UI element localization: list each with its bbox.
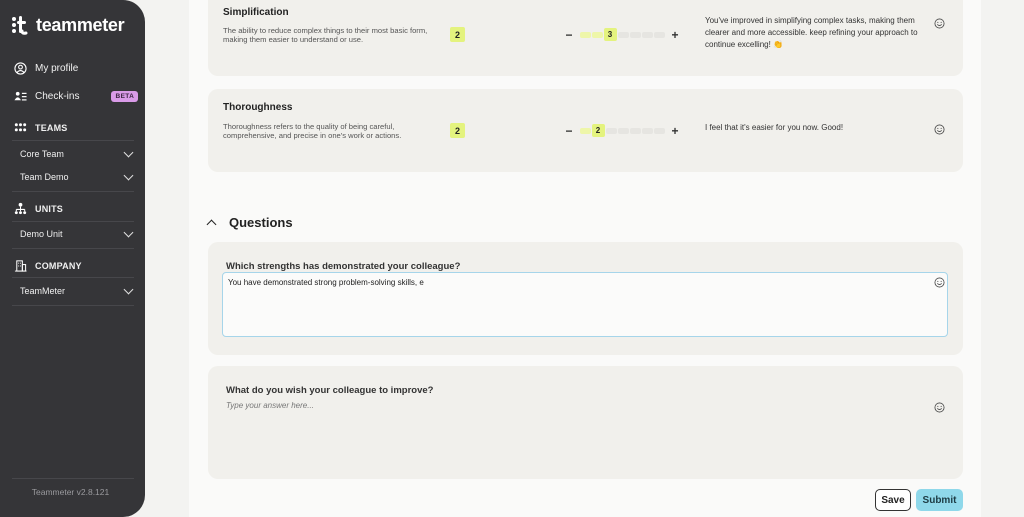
teammeter-logo-icon <box>10 14 30 36</box>
team-item-label: Core Team <box>20 149 64 159</box>
nav-my-profile-label: My profile <box>35 63 79 74</box>
rating-scale[interactable] <box>579 28 665 41</box>
divider <box>12 221 134 222</box>
rating-step[interactable] <box>654 128 665 134</box>
question-card <box>208 242 963 355</box>
emoji-picker-icon[interactable] <box>934 402 945 413</box>
user-circle-icon <box>14 62 27 75</box>
questions-section-header[interactable] <box>208 215 293 230</box>
skill-card-simplification <box>208 0 963 76</box>
chevron-down-icon[interactable] <box>124 284 134 294</box>
rating-step[interactable] <box>642 32 653 38</box>
answer-textarea[interactable]: You have demonstrated strong problem-solving skills, e <box>222 272 948 337</box>
question-label: Which strengths has demonstrated your colleague? <box>226 261 461 272</box>
unit-item-label: Demo Unit <box>20 229 63 239</box>
version-label: Teammeter v2.8.121 <box>31 487 110 497</box>
divider <box>12 478 134 479</box>
section-company <box>14 259 82 272</box>
team-item-core-team[interactable] <box>20 149 132 159</box>
divider <box>12 305 134 306</box>
rating-step[interactable] <box>630 128 641 134</box>
divider <box>12 248 134 249</box>
beta-badge: BETA <box>111 91 138 102</box>
org-chart-icon <box>14 202 27 215</box>
section-units-label: UNITS <box>35 203 63 214</box>
question-label: What do you wish your colleague to improve? <box>226 385 434 396</box>
divider <box>12 191 134 192</box>
answer-textarea[interactable]: Type your answer here... <box>226 401 314 410</box>
rating-scale[interactable] <box>579 124 665 137</box>
skill-description: The ability to reduce complex things to their most basic form, making them easier to understand or use. <box>223 26 428 44</box>
company-item-teammeter[interactable] <box>20 286 132 296</box>
rating-step[interactable] <box>592 32 603 38</box>
rating-stepper[interactable] <box>564 124 680 137</box>
brand-name: teammeter <box>36 14 125 35</box>
increase-button[interactable]: + <box>671 27 679 42</box>
rating-step[interactable] <box>654 32 665 38</box>
skill-card-thoroughness <box>208 89 963 172</box>
rating-step[interactable] <box>580 32 591 38</box>
emoji-picker-icon[interactable] <box>934 18 945 29</box>
user-list-icon <box>14 90 27 103</box>
chevron-down-icon[interactable] <box>124 147 134 157</box>
rating-step[interactable] <box>618 32 629 38</box>
section-units <box>14 202 63 215</box>
emoji-picker-icon[interactable] <box>934 277 945 288</box>
teams-icon <box>14 121 27 134</box>
rating-step[interactable] <box>580 128 591 134</box>
company-item-label: TeamMeter <box>20 286 66 296</box>
feedback-comment[interactable]: You've improved in simplifying complex tasks, making them clearer and more accessible. keep refining your approach to continue excelling! 👏 <box>705 16 918 49</box>
skill-title: Simplification <box>223 7 289 18</box>
emoji-picker-icon[interactable] <box>934 124 945 135</box>
feedback-comment[interactable]: I feel that it's easier for you now. Good! <box>705 123 844 132</box>
save-button[interactable]: Save <box>875 489 911 511</box>
increase-button[interactable]: + <box>671 123 679 138</box>
self-score-badge: 2 <box>450 27 465 42</box>
sidebar <box>0 0 145 517</box>
nav-check-ins[interactable] <box>14 90 138 103</box>
rating-step[interactable] <box>630 32 641 38</box>
decrease-button[interactable]: − <box>565 123 573 138</box>
unit-item-demo-unit[interactable] <box>20 229 132 239</box>
skill-title: Thoroughness <box>223 102 293 113</box>
nav-check-ins-label: Check-ins <box>35 91 80 102</box>
section-teams-label: TEAMS <box>35 122 68 133</box>
submit-button[interactable]: Submit <box>916 489 963 511</box>
nav-my-profile[interactable] <box>14 62 78 75</box>
questions-title: Questions <box>229 215 293 230</box>
section-company-label: COMPANY <box>35 260 82 271</box>
rating-stepper[interactable] <box>564 28 680 41</box>
rating-step[interactable] <box>606 128 617 134</box>
team-item-team-demo[interactable] <box>20 172 132 182</box>
section-teams <box>14 121 68 134</box>
self-score-badge: 2 <box>450 123 465 138</box>
skill-description: Thoroughness refers to the quality of being careful, comprehensive, and precise in one's work or actions. <box>223 122 402 140</box>
brand[interactable] <box>10 14 124 36</box>
building-icon <box>14 259 27 272</box>
rating-current-value[interactable]: 3 <box>604 28 617 41</box>
rating-current-value[interactable]: 2 <box>592 124 605 137</box>
rating-step[interactable] <box>618 128 629 134</box>
rating-step[interactable] <box>642 128 653 134</box>
chevron-up-icon[interactable] <box>207 220 217 230</box>
chevron-down-icon[interactable] <box>124 227 134 237</box>
main-content <box>189 0 981 517</box>
decrease-button[interactable]: − <box>565 27 573 42</box>
divider <box>12 140 134 141</box>
question-card <box>208 366 963 479</box>
team-item-label: Team Demo <box>20 172 69 182</box>
divider <box>12 277 134 278</box>
chevron-down-icon[interactable] <box>124 170 134 180</box>
